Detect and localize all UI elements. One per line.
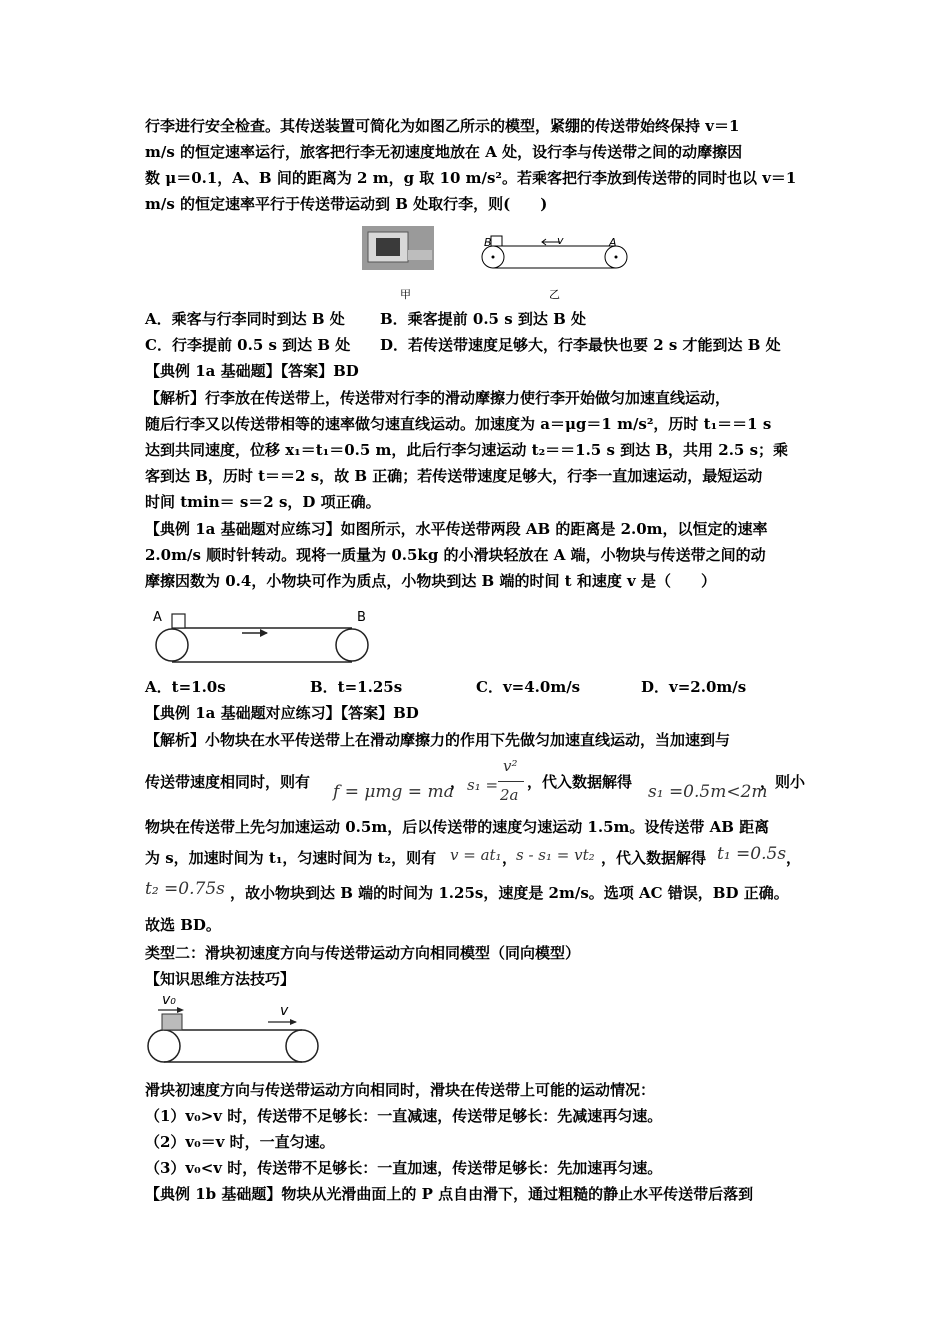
equation-s1-denominator: 2a [500,786,519,804]
q2-figure-label-a: A [153,610,162,625]
q2-analysis-1: 【解析】小物块在水平传送带上在滑动摩擦力的作用下先做匀加速直线运动，当加速到与 [145,731,731,749]
equation-s-vt2: s - s₁ = vt₂ [516,846,595,864]
q2-line-3: 摩擦因数为 0.4，小物块可作为质点，小物块到达 B 端的时间 t 和速度 v 是（ ） [145,572,716,590]
type2-case-1: （1）v₀>v 时，传送带不足够长：一直减速，传送带足够长：先减速再匀速。 [145,1107,663,1125]
q2-analysis-3: 物块在传送带上先匀加速运动 0.5m，后以传送带的速度匀速运动 1.5m。设传送带 AB 距离 [145,818,770,836]
q2-line-2: 2.0m/s 顺时针转动。现将一质量为 0.5kg 的小滑块轻放在 A 端，小物块与传送带之间的动 [145,546,766,564]
q1-analysis-5: 时间 tmin＝ s＝2 s，D 项正确。 [145,493,381,511]
q2-answer: 【典例 1a 基础题对应练习】【答案】BD [145,704,419,722]
equation-t2: t₂ =0.75s [145,879,225,899]
type2-description: 滑块初速度方向与传送带运动方向相同时，滑块在传送带上可能的运动情况： [145,1081,656,1099]
q2-option-d: D．v=2.0m/s [641,678,747,696]
q2-analysis-6: 故选 BD。 [145,916,221,934]
next-question-line: 【典例 1b 基础题】物块从光滑曲面上的 P 点自由滑下，通过粗糙的静止水平传送带后落到 [145,1185,754,1203]
q2-analysis-2c: ，代入数据解得 [527,773,633,791]
equation-s1-value: s₁ =0.5m<2m [648,782,768,802]
q1-line-3: 数 μ＝0.1，A、B 间的距离为 2 m，g 取 10 m/s²。若乘客把行李放到传送带的同时也以 v＝1 [145,169,797,187]
figure-label-jia: 甲 [400,288,411,301]
q1-option-a: A．乘客与行李同时到达 B 处 [145,310,345,328]
fraction-bar [498,781,524,782]
belt-label-b: B [484,236,492,249]
q2-analysis-4a: 为 s，加速时间为 t₁，匀速时间为 t₂，则有 [145,849,437,867]
equation-s1-lhs: s₁ = [467,776,499,794]
q1-option-c: C．行李提前 0.5 s 到达 B 处 [145,336,351,354]
q1-analysis-2: 随后行李又以传送带相等的速率做匀速直线运动。加速度为 a＝μg＝1 m/s²，历时 t₁＝＝1 s [145,415,772,433]
figure-label-yi: 乙 [549,288,560,301]
belt-diagram-type2 [146,1012,321,1064]
v0-arrow [156,1005,188,1015]
q2-option-a: A．t=1.0s [145,678,226,696]
q2-analysis-4b: ， [502,849,518,867]
q2-analysis-2d: ，则小 [760,773,806,791]
q2-analysis-2b: ， [450,773,466,791]
q1-line-4: m/s 的恒定速率平行于传送带运动到 B 处取行李，则( ) [145,195,548,213]
q2-option-b: B．t=1.25s [310,678,403,696]
type2-label-v: v [280,1003,289,1019]
q1-analysis-1: 【解析】行李放在传送带上，传送带对行李的滑动摩擦力使行李开始做匀加速直线运动， [145,389,731,407]
q2-line-1: 【典例 1a 基础题对应练习】如图所示，水平传送带两段 AB 的距离是 2.0m，以恒定的速率 [145,520,768,538]
q1-option-d: D．若传送带速度足够大，行李最快也要 2 s 才能到达 B 处 [380,336,781,354]
belt-label-a: A [609,236,617,249]
type2-case-2: （2）v₀＝v 时，一直匀速。 [145,1133,335,1151]
q2-figure-label-b: B [357,610,366,625]
q1-line-1: 行李进行安全检查。其传送装置可简化为如图乙所示的模型，紧绷的传送带始终保持 v＝1 [145,117,740,135]
q1-analysis-4: 客到达 B，历时 t＝＝2 s，故 B 正确；若传送带速度足够大，行李一直加速运动，最短运动 [145,467,763,485]
belt-diagram-yi [478,234,628,274]
type2-skills-heading: 【知识思维方法技巧】 [145,970,296,988]
q1-line-2: m/s 的恒定速率运行，旅客把行李无初速度地放在 A 处，设行李与传送带之间的动摩擦因 [145,143,743,161]
belt-label-v: v [557,234,564,247]
equation-friction: f = μmg = ma [333,782,454,802]
q1-analysis-3: 达到共同速度，位移 x₁＝t₁＝0.5 m，此后行李匀速运动 t₂＝＝1.5 s 到达 B，共用 2.5 s；乘 [145,441,789,459]
type2-case-3: （3）v₀<v 时，传送带不足够长：一直加速，传送带足够长：先加速再匀速。 [145,1159,663,1177]
q2-analysis-2a: 传送带速度相同时，则有 [145,773,311,791]
equation-t1: t₁ =0.5s [717,844,787,864]
q2-analysis-4d: ， [786,849,802,867]
equation-s1-numerator: v² [503,757,518,775]
q1-option-b: B．乘客提前 0.5 s 到达 B 处 [380,310,587,328]
q2-analysis-4c: ，代入数据解得 [601,849,707,867]
q1-answer: 【典例 1a 基础题】【答案】BD [145,362,359,380]
equation-v-at: v = at₁ [450,846,502,864]
scanner-photo [362,226,434,270]
type2-title: 类型二：滑块初速度方向与传送带运动方向相同模型（同向模型） [145,944,581,962]
type2-label-v0: v₀ [162,992,176,1008]
q2-option-c: C．v=4.0m/s [476,678,581,696]
q2-analysis-5: ，故小物块到达 B 端的时间为 1.25s，速度是 2m/s。选项 AC 错误，BD 正确。 [230,884,789,902]
belt-diagram-q2 [150,606,375,666]
